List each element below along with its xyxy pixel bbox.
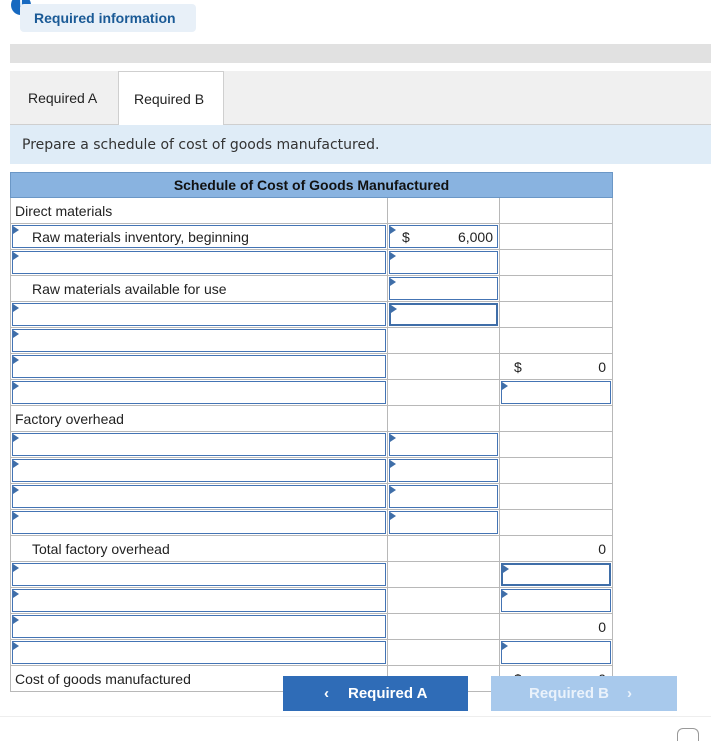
total-cell [500, 224, 613, 250]
dropdown-marker-icon [13, 642, 19, 650]
table-row [10, 536, 613, 562]
total-cell [500, 250, 613, 276]
row-label: Total factory overhead [32, 541, 170, 557]
total-input[interactable] [501, 641, 611, 664]
row-label-cell[interactable] [10, 250, 388, 276]
required-a-button-label: Required A [348, 685, 428, 702]
row-label: Cost of goods manufactured [15, 671, 191, 687]
row-label-cell [10, 224, 388, 250]
amount-value: 6,000 [457, 229, 493, 245]
row-label: Factory overhead [15, 411, 124, 427]
amount-input[interactable] [389, 277, 498, 300]
account-dropdown[interactable] [12, 641, 386, 664]
account-dropdown[interactable] [12, 511, 386, 534]
required-information-label: Required information [34, 10, 176, 26]
total-cell [500, 458, 613, 484]
total-cell[interactable] [500, 640, 613, 666]
table-row [10, 250, 613, 276]
total-cell [500, 432, 613, 458]
tab-required-a-label: Required A [28, 90, 98, 106]
total-input[interactable] [501, 589, 611, 612]
account-dropdown[interactable] [12, 303, 386, 326]
amount-value: 0 [598, 541, 606, 557]
dropdown-marker-icon [390, 252, 396, 260]
total-cell [500, 510, 613, 536]
total-cell [500, 198, 613, 224]
row-label-cell[interactable] [10, 588, 388, 614]
total-cell [500, 276, 613, 302]
amount-cell [388, 224, 500, 250]
total-cell[interactable] [500, 562, 613, 588]
dropdown-marker-icon [13, 226, 19, 234]
total-input[interactable] [501, 563, 611, 586]
row-label: Raw materials inventory, beginning [32, 229, 249, 245]
dropdown-marker-icon [502, 382, 508, 390]
amount-cell [388, 198, 500, 224]
table-row [10, 484, 613, 510]
amount-cell [388, 640, 500, 666]
amount-cell [388, 562, 500, 588]
table-row [10, 510, 613, 536]
dropdown-marker-icon [13, 434, 19, 442]
dropdown-marker-icon [13, 330, 19, 338]
row-label: Direct materials [15, 203, 113, 219]
table-row [10, 224, 613, 250]
row-label-cell[interactable] [10, 562, 388, 588]
account-dropdown[interactable] [12, 485, 386, 508]
amount-cell [388, 406, 500, 432]
table-row [10, 380, 613, 406]
chevron-right-icon: › [627, 685, 632, 702]
amount-cell[interactable] [388, 276, 500, 302]
table-row [10, 276, 613, 302]
total-cell [500, 614, 613, 640]
footer-divider [0, 716, 711, 717]
amount-input[interactable] [389, 511, 498, 534]
account-dropdown[interactable] [12, 615, 386, 638]
row-label-cell[interactable] [10, 614, 388, 640]
account-dropdown[interactable] [12, 329, 386, 352]
dropdown-marker-icon [13, 460, 19, 468]
table-row [10, 588, 613, 614]
row-label-cell[interactable] [10, 328, 388, 354]
amount-cell [388, 614, 500, 640]
dollar-sign: $ [402, 229, 410, 245]
table-row [10, 614, 613, 640]
table-row [10, 640, 613, 666]
dropdown-marker-icon [13, 382, 19, 390]
amount-cell [388, 380, 500, 406]
dropdown-marker-icon [13, 564, 19, 572]
amount-cell [388, 588, 500, 614]
required-information-banner [20, 4, 196, 32]
table-row [10, 406, 613, 432]
amount-cell [388, 536, 500, 562]
account-dropdown[interactable] [12, 251, 386, 274]
row-label-cell[interactable] [10, 432, 388, 458]
dropdown-marker-icon [390, 434, 396, 442]
amount-cell[interactable] [388, 484, 500, 510]
chevron-left-icon: ‹ [324, 685, 329, 702]
table-row [10, 432, 613, 458]
dropdown-marker-icon [13, 590, 19, 598]
total-input[interactable] [501, 381, 611, 404]
dropdown-marker-icon [13, 356, 19, 364]
account-dropdown[interactable] [12, 563, 386, 586]
row-label-cell[interactable] [10, 510, 388, 536]
account-dropdown[interactable] [12, 433, 386, 456]
dropdown-marker-icon [390, 486, 396, 494]
schedule-table [10, 172, 613, 687]
amount-input[interactable] [389, 433, 498, 456]
total-cell [500, 536, 613, 562]
tab-bar [10, 71, 711, 125]
amount-cell[interactable] [388, 432, 500, 458]
row-label-cell[interactable] [10, 484, 388, 510]
dropdown-marker-icon [390, 460, 396, 468]
amount-cell [388, 328, 500, 354]
dropdown-marker-icon [13, 616, 19, 624]
amount-value: 0 [598, 619, 606, 635]
total-cell[interactable] [500, 588, 613, 614]
table-row [10, 328, 613, 354]
dropdown-marker-icon [13, 252, 19, 260]
dropdown-marker-icon [502, 642, 508, 650]
required-b-button-label: Required B [529, 685, 610, 702]
amount-cell[interactable] [388, 510, 500, 536]
table-row [10, 562, 613, 588]
row-label-cell[interactable] [10, 640, 388, 666]
amount-cell[interactable] [388, 302, 500, 328]
dropdown-marker-icon [503, 565, 509, 573]
instruction-panel [10, 125, 711, 164]
amount-input[interactable] [389, 251, 498, 274]
total-cell [500, 302, 613, 328]
row-label-cell [10, 406, 388, 432]
amount-input[interactable] [389, 485, 498, 508]
dropdown-marker-icon [13, 486, 19, 494]
row-label-cell[interactable] [10, 354, 388, 380]
amount-input[interactable] [389, 459, 498, 482]
row-label: Raw materials available for use [32, 281, 227, 297]
row-label-cell[interactable] [10, 302, 388, 328]
total-cell [500, 484, 613, 510]
tab-required-a[interactable] [13, 71, 116, 124]
separator-bar [10, 44, 711, 63]
dropdown-marker-icon [391, 305, 397, 313]
amount-cell [388, 354, 500, 380]
total-cell [500, 354, 613, 380]
table-row [10, 198, 613, 224]
dropdown-marker-icon [390, 278, 396, 286]
tab-required-b-label: Required B [134, 91, 205, 107]
row-label-cell [10, 536, 388, 562]
dollar-sign: $ [514, 359, 522, 375]
amount-value: 0 [598, 359, 606, 375]
help-icon[interactable] [677, 728, 699, 741]
required-b-button[interactable] [491, 676, 677, 711]
instruction-text: Prepare a schedule of cost of goods manufactured. [22, 137, 380, 153]
schedule-title: Schedule of Cost of Goods Manufactured [10, 172, 613, 198]
row-label-cell [10, 276, 388, 302]
dropdown-marker-icon [13, 512, 19, 520]
row-label-cell [10, 198, 388, 224]
dropdown-marker-icon [390, 226, 396, 234]
total-cell [500, 328, 613, 354]
dropdown-marker-icon [502, 590, 508, 598]
row-label-cell[interactable] [10, 380, 388, 406]
account-dropdown[interactable] [12, 589, 386, 612]
dropdown-marker-icon [13, 304, 19, 312]
account-dropdown[interactable] [12, 459, 386, 482]
table-row [10, 302, 613, 328]
required-a-button[interactable] [283, 676, 468, 711]
dropdown-marker-icon [390, 512, 396, 520]
row-label-cell[interactable] [10, 458, 388, 484]
amount-cell[interactable] [388, 458, 500, 484]
tab-required-b[interactable] [118, 71, 224, 125]
total-cell [500, 406, 613, 432]
table-row [10, 354, 613, 380]
account-dropdown[interactable] [12, 355, 386, 378]
account-dropdown[interactable] [12, 381, 386, 404]
amount-input[interactable] [389, 303, 498, 326]
amount-cell[interactable] [388, 250, 500, 276]
table-row [10, 458, 613, 484]
total-cell[interactable] [500, 380, 613, 406]
